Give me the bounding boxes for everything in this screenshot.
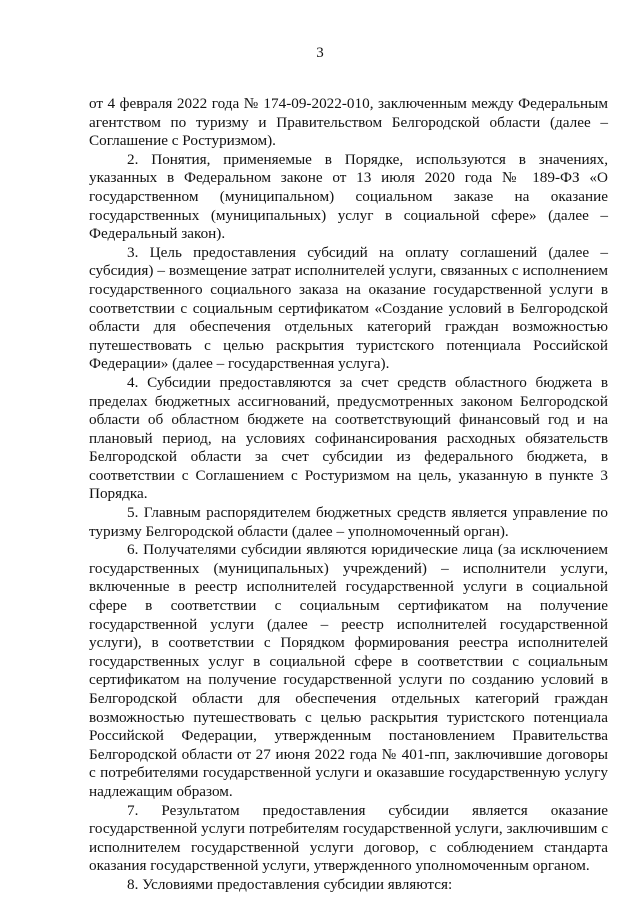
paragraph-5: 5. Главным распорядителем бюджетных средств является управление по туризму Белгородской области (далее – уполномоченный орган). <box>89 504 608 540</box>
paragraph-2: 2. Понятия, применяемые в Порядке, используются в значениях, указанных в Федеральном законе от 13 июля 2020 года № 189-ФЗ «О государственном (муниципальном) социальном заказе на оказание государственных (муниципальных) услуг в социальной сфере» (далее – Федеральный закон). <box>89 150 608 243</box>
paragraph-continuation: от 4 февраля 2022 года № 174-09-2022-010, заключенным между Федеральным агентством по туризму и Правительством Белгородской области (далее – Соглашение с Ростуризмом). <box>89 95 608 150</box>
paragraph-6: 6. Получателями субсидии являются юридические лица (за исключением государственных (муниципальных) учреждений) – исполнители услуги, включенные в реестр исполнителей государственной услуги в социальной сфере в соответствии с социальным сертификатом на получение государственной услуги (далее – реестр исполнителей государственной услуги), в соответствии с Порядком формирования реестра исполнителей государственных услуг в социальной сфере в соответствии с социальным сертификатом на получение государственной услуги по созданию условий в Белгородской области для обеспечения отдельных категорий граждан возможностью путешествовать с целью раскрытия туристского потенциала Российской Федерации, утвержденным постановлением Правительства Белгородской области от 27 июня 2022 года № 401-пп, заключившие договоры с потребителями государственной услуги и оказавшие государственную услугу надлежащим образом. <box>89 541 608 800</box>
paragraph-4: 4. Субсидии предоставляются за счет средств областного бюджета в пределах бюджетных ассигнований, предусмотренных законом Белгородской области об областном бюджете на соответствующий финансовый год и на плановый период, на условиях софинансирования расходных обязательств Белгородской области за счет субсидии из федерального бюджета, в соответствии с Соглашением с Ростуризмом на цель, указанную в пункте 3 Порядка. <box>89 373 608 503</box>
document-body <box>89 95 608 895</box>
page-number: 3 <box>316 45 324 61</box>
paragraph-3: 3. Цель предоставления субсидий на оплату соглашений (далее – субсидия) – возмещение затрат исполнителей услуги, связанных с исполнением государственного социального заказа на оказание государственной услуги в соответствии с социальным сертификатом «Создание условий в Белгородской области для обеспечения отдельных категорий граждан возможностью путешествовать с целью раскрытия туристского потенциала Российской Федерации» (далее – государственная услуга). <box>89 243 608 373</box>
paragraph-8: 8. Условиями предоставления субсидии являются: <box>127 875 453 893</box>
paragraph-7: 7. Результатом предоставления субсидии является оказание государственной услуги потребителям государственной услуги, заключившим с исполнителем государственной услуги договор, с соблюдением стандарта оказания государственной услуги, утвержденного уполномоченным органом. <box>89 801 608 875</box>
